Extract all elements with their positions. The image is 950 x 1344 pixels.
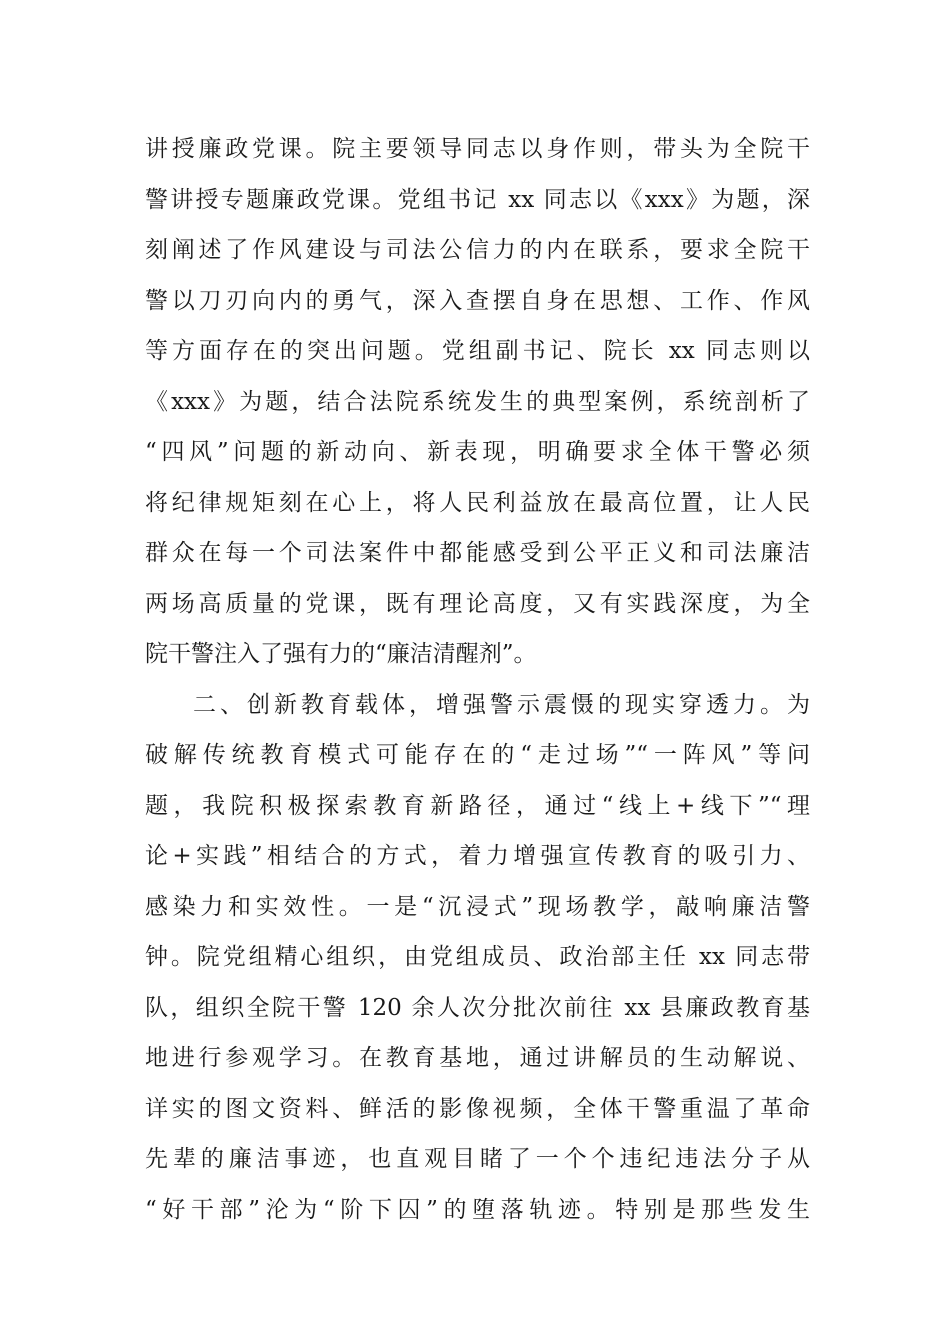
text-line: 群众在每一个司法案件中都能感受到公平正义和司法廉洁 (145, 540, 810, 566)
text-line: 警以刀刃向内的勇气，深入查摆自身在思想、工作、作风 (145, 287, 810, 314)
text-line: 先辈的廉洁事迹，也直观目睹了一个个违纪违法分子从 (145, 1146, 810, 1172)
text-line: “四风”问题的新动向、新表现，明确要求全体干警必须 (145, 439, 810, 465)
text-line: “好干部”沦为“阶下囚”的堕落轨迹。特别是那些发生 (145, 1196, 810, 1223)
text-line: 将纪律规矩刻在心上，将人民利益放在最高位置，让人民 (145, 489, 810, 516)
section-heading-line: 二、创新教育载体，增强警示震慑的现实穿透力。为 (193, 691, 810, 718)
text-line: 院干警注入了强有力的“廉洁清醒剂”。 (145, 641, 537, 667)
text-line: 讲授廉政党课。院主要领导同志以身作则，带头为全院干 (145, 136, 810, 162)
text-line: 队，组织全院干警 120 余人次分批次前往 xx 县廉政教育基 (145, 994, 810, 1021)
text-line: 钟。院党组精心组织，由党组成员、政治部主任 xx 同志带 (145, 944, 810, 970)
text-line: 论+实践”相结合的方式，着力增强宣传教育的吸引力、 (145, 843, 810, 869)
text-line: 刻阐述了作风建设与司法公信力的内在联系，要求全院干 (145, 237, 810, 263)
text-line: 破解传统教育模式可能存在的“走过场”“一阵风”等问 (145, 742, 810, 768)
text-line: 地进行参观学习。在教育基地，通过讲解员的生动解说、 (145, 1045, 810, 1071)
text-line: 详实的图文资料、鲜活的影像视频，全体干警重温了革命 (145, 1095, 810, 1122)
document-body (145, 124, 810, 1235)
text-line: 警讲授专题廉政党课。党组书记 xx 同志以《xxx》为题，深 (145, 186, 810, 213)
text-line: 等方面存在的突出问题。党组副书记、院长 xx 同志则以 (145, 338, 810, 364)
text-line: 感染力和实效性。一是“沉浸式”现场教学，敲响廉洁警 (145, 893, 810, 920)
text-line: 题，我院积极探索教育新路径，通过“线上+线下”“理 (145, 792, 810, 819)
text-line: 两场高质量的党课，既有理论高度，又有实践深度，为全 (145, 590, 810, 617)
text-line: 《xxx》为题，结合法院系统发生的典型案例，系统剖析了 (145, 388, 810, 415)
